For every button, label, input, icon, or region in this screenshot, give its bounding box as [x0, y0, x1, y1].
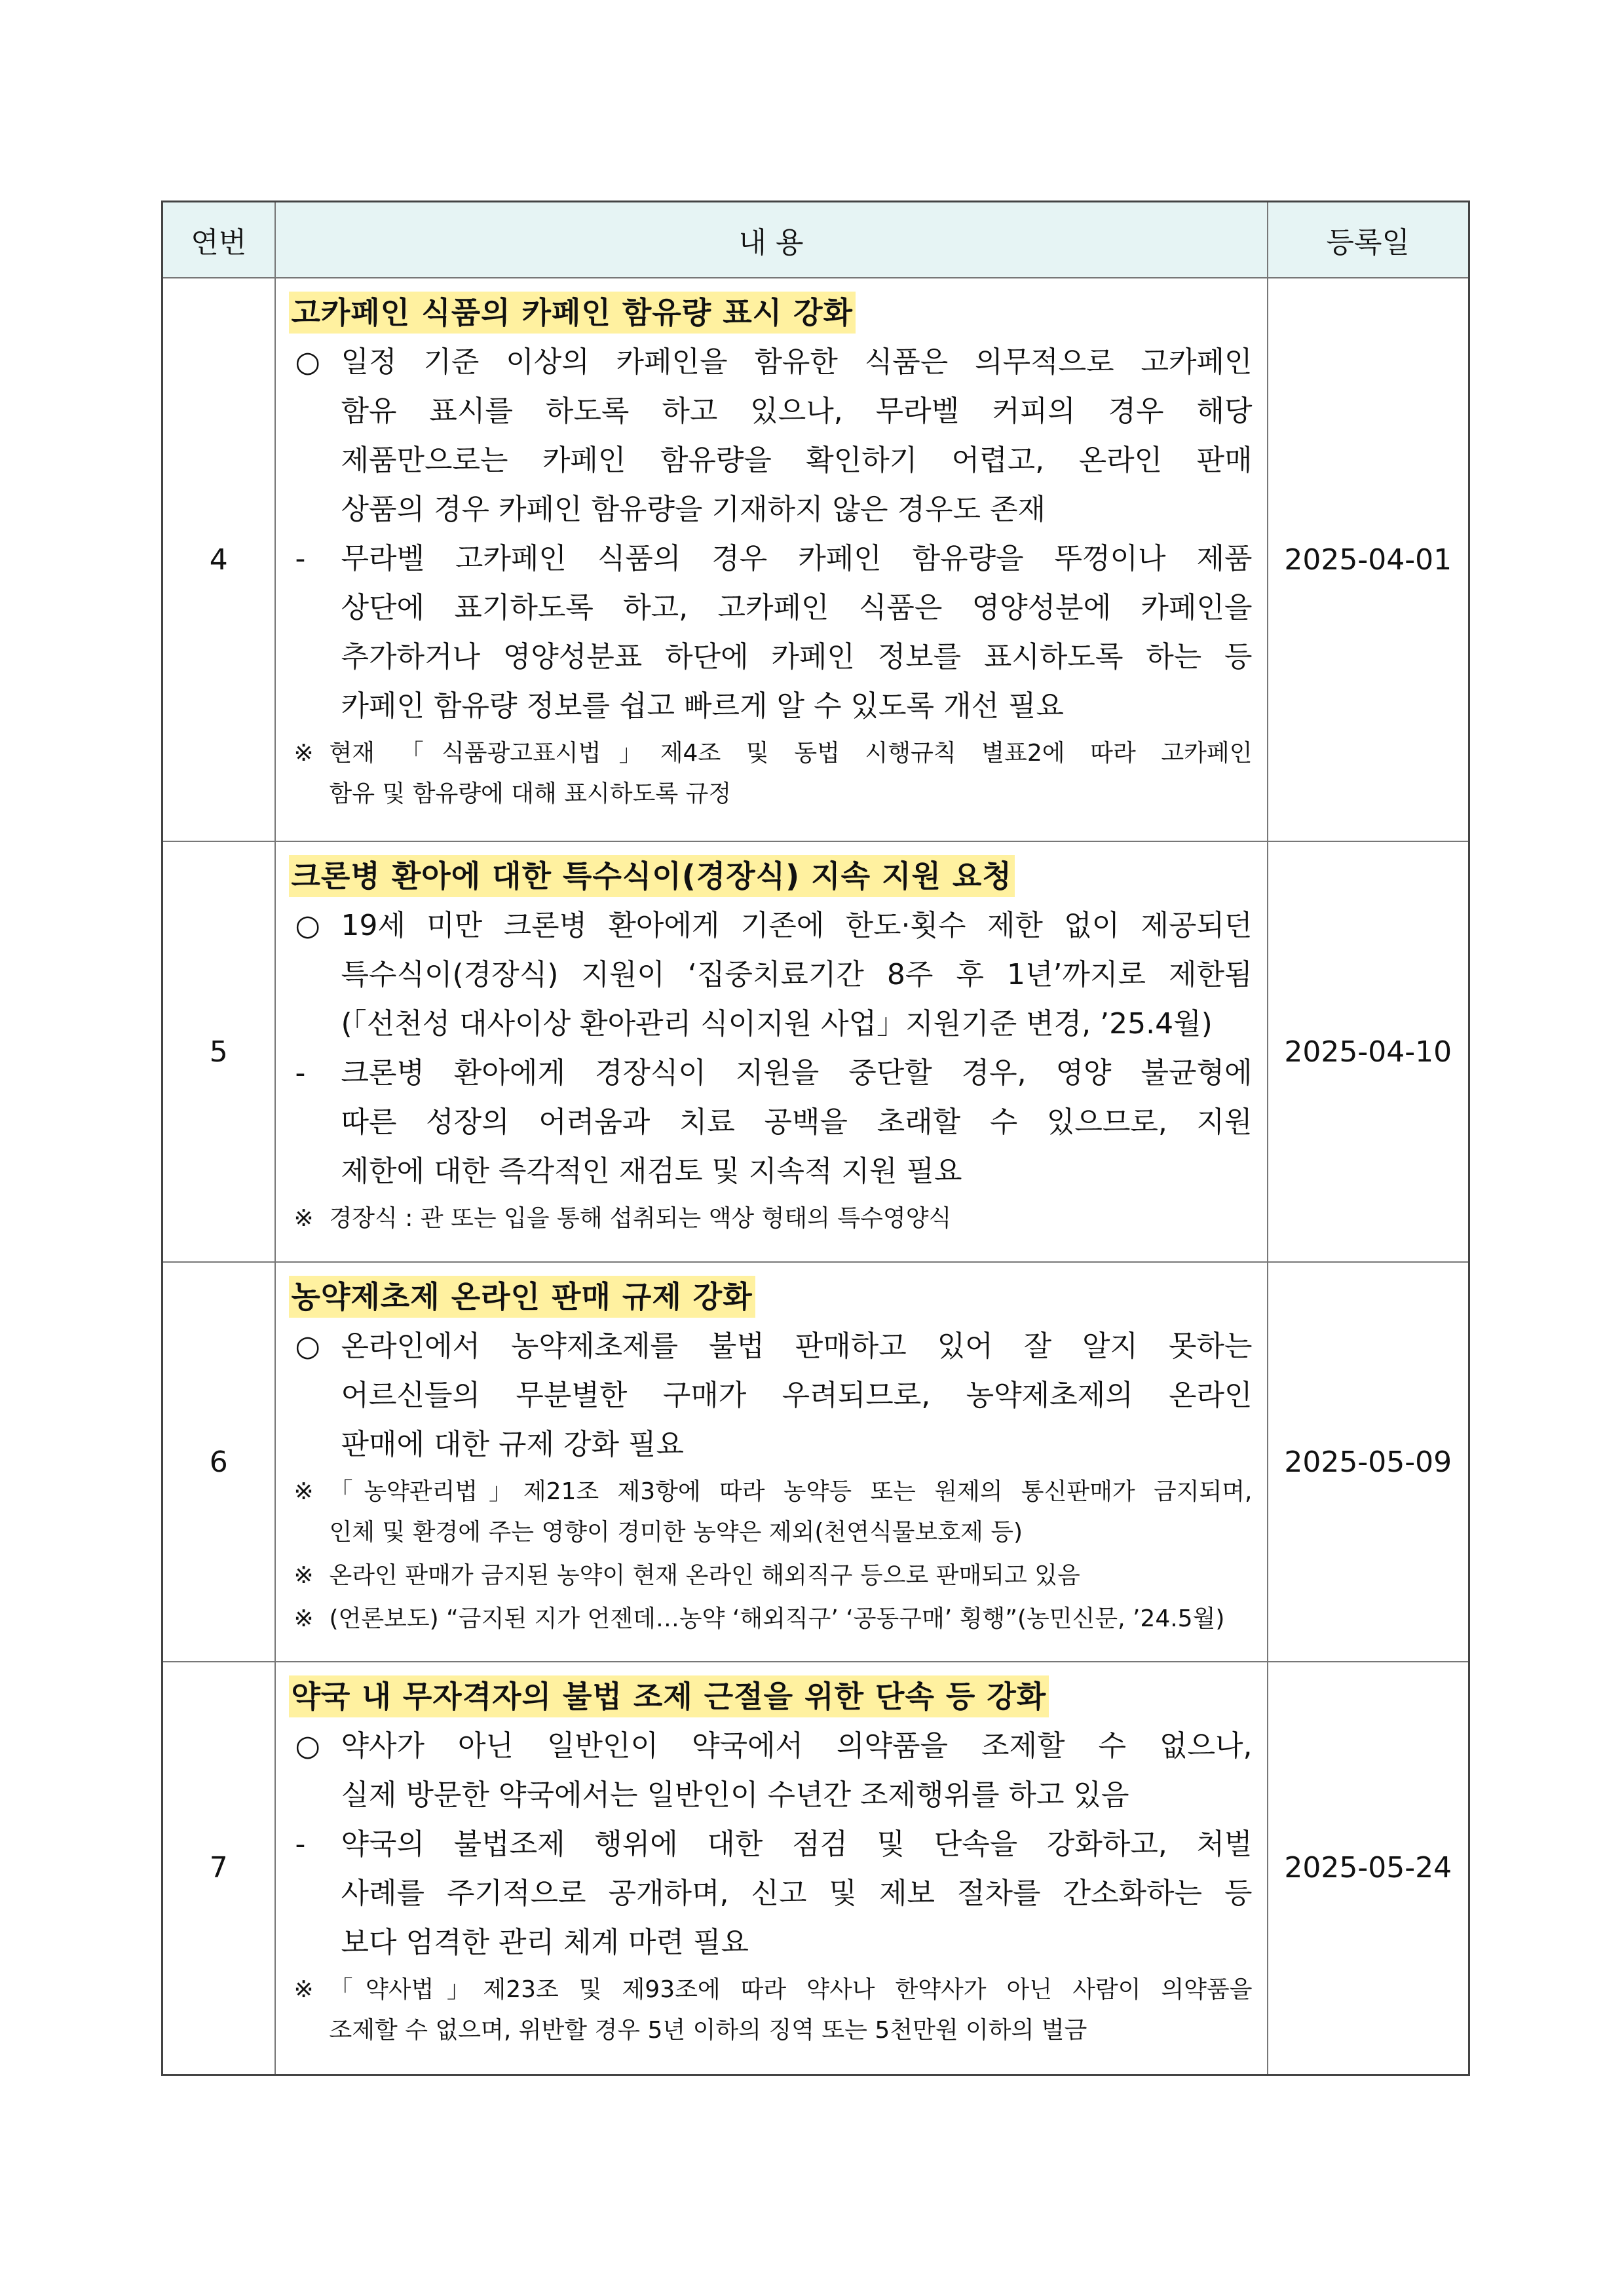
text-line: 사례를 주기적으로 공개하며, 신고 및 제보 절차를 간소화하는 등 [341, 1877, 1253, 1910]
text-line: 경장식 : 관 또는 입을 통해 섭취되는 액상 형태의 특수영양식 [329, 1205, 952, 1232]
text-line: 판매에 대한 규제 강화 필요 [341, 1428, 684, 1461]
text-line: 약사가 아닌 일반인이 약국에서 의약품을 조제할 수 없으나, [341, 1729, 1253, 1763]
text-line: 「농약관리법」제21조 제3항에 따라 농약등 또는 원제의 통신판매가 금지되며, [329, 1478, 1253, 1505]
text-line: 상품의 경우 카페인 함유량을 기재하지 않은 경우도 존재 [341, 493, 1046, 526]
text-line: (「선천성 대사이상 환아관리 식이지원 사업」지원기준 변경, ’25.4월) [341, 1007, 1213, 1041]
paragraph [289, 337, 1253, 534]
row-content [275, 278, 1268, 841]
note [289, 1599, 1253, 1639]
table-row [162, 841, 1469, 1262]
text-line: 제한에 대한 즉각적인 재검토 및 지속적 지원 필요 [341, 1155, 962, 1188]
table-row [162, 1662, 1469, 2075]
row-title: 농약제초제 온라인 판매 규제 강화 [289, 1276, 755, 1318]
row-number: 4 [162, 278, 275, 841]
row-title: 고카페인 식품의 카페인 함유량 표시 강화 [289, 292, 856, 334]
circle-bullet: ○ [295, 1729, 320, 1763]
text-line: (언론보도) “금지된 지가 언젠데…농약 ‘해외직구’ ‘공동구매’ 횡행”(농민신문, ’24.5월) [329, 1605, 1225, 1632]
circle-bullet: ○ [295, 1330, 320, 1363]
dash-bullet: - [295, 542, 306, 575]
text-line: 온라인 판매가 금지된 농약이 현재 온라인 해외직구 등으로 판매되고 있음 [329, 1562, 1080, 1589]
row-date: 2025-04-01 [1268, 278, 1469, 841]
header-no: 연번 [162, 202, 275, 278]
paragraph [289, 1048, 1253, 1196]
text-line: 크론병 환아에게 경장식이 지원을 중단할 경우, 영양 불균형에 [341, 1056, 1253, 1090]
text-line: 제품만으로는 카페인 함유량을 확인하기 어렵고, 온라인 판매 [341, 444, 1253, 477]
text-line: 19세 미만 크론병 환아에게 기존에 한도·횟수 제한 없이 제공되던 [341, 909, 1253, 942]
row-number: 6 [162, 1262, 275, 1662]
dash-bullet: - [295, 1056, 306, 1090]
header-content: 내 용 [275, 202, 1268, 278]
row-date: 2025-05-24 [1268, 1662, 1469, 2075]
row-number: 7 [162, 1662, 275, 2075]
paragraph [289, 1322, 1253, 1469]
text-line: 조제할 수 없으며, 위반할 경우 5년 이하의 징역 또는 5천만원 이하의 벌금 [329, 2017, 1087, 2044]
circle-bullet: ○ [295, 345, 320, 379]
row-content [275, 1662, 1268, 2075]
row-title: 크론병 환아에 대한 특수식이(경장식) 지속 지원 요청 [289, 855, 1015, 897]
text-line: 카페인 함유량 정보를 쉽고 빠르게 알 수 있도록 개선 필요 [341, 689, 1064, 723]
row-date: 2025-05-09 [1268, 1262, 1469, 1662]
petition-table [161, 201, 1470, 2076]
text-line: 어르신들의 무분별한 구매가 우려되므로, 농약제초제의 온라인 [341, 1379, 1253, 1412]
note-mark: ※ [293, 1205, 314, 1232]
note-mark: ※ [293, 1976, 314, 2003]
row-content [275, 841, 1268, 1262]
text-line: 약국의 불법조제 행위에 대한 점검 및 단속을 강화하고, 처벌 [341, 1827, 1253, 1861]
table-header [162, 202, 1469, 278]
paragraph [289, 901, 1253, 1048]
row-date: 2025-04-10 [1268, 841, 1469, 1262]
paragraph [289, 1721, 1253, 1820]
note [289, 1198, 1253, 1239]
note [289, 733, 1253, 814]
paragraph [289, 534, 1253, 731]
text-line: 일정 기준 이상의 카페인을 함유한 식품은 의무적으로 고카페인 [341, 345, 1253, 379]
note-mark: ※ [293, 1605, 314, 1632]
text-line: 함유 및 함유량에 대해 표시하도록 규정 [329, 780, 732, 807]
dash-bullet: - [295, 1827, 306, 1861]
note [289, 1970, 1253, 2051]
text-line: 특수식이(경장식) 지원이 ‘집중치료기간 8주 후 1년’까지로 제한됨 [341, 958, 1253, 991]
note [289, 1472, 1253, 1553]
row-number: 5 [162, 841, 275, 1262]
circle-bullet: ○ [295, 909, 320, 942]
text-line: 함유 표시를 하도록 하고 있으나, 무라벨 커피의 경우 해당 [341, 394, 1253, 428]
text-line: 인체 및 환경에 주는 영향이 경미한 농약은 제외(천연식물보호제 등) [329, 1519, 1023, 1546]
note-mark: ※ [293, 1562, 314, 1589]
row-content [275, 1262, 1268, 1662]
note [289, 1556, 1253, 1596]
table-row [162, 1262, 1469, 1662]
paragraph [289, 1820, 1253, 1967]
note-mark: ※ [293, 740, 314, 767]
text-line: 보다 엄격한 관리 체계 마련 필요 [341, 1926, 749, 1959]
table-row [162, 278, 1469, 841]
header-date: 등록일 [1268, 202, 1469, 278]
text-line: 「약사법」제23조 및 제93조에 따라 약사나 한약사가 아닌 사람이 의약품을 [329, 1976, 1253, 2003]
text-line: 온라인에서 농약제초제를 불법 판매하고 있어 잘 알지 못하는 [341, 1330, 1253, 1363]
row-title: 약국 내 무자격자의 불법 조제 근절을 위한 단속 등 강화 [289, 1675, 1049, 1717]
text-line: 추가하거나 영양성분표 하단에 카페인 정보를 표시하도록 하는 등 [341, 640, 1253, 674]
text-line: 따른 성장의 어려움과 치료 공백을 초래할 수 있으므로, 지원 [341, 1105, 1253, 1139]
text-line: 무라벨 고카페인 식품의 경우 카페인 함유량을 뚜껑이나 제품 [341, 542, 1253, 575]
note-mark: ※ [293, 1478, 314, 1505]
text-line: 상단에 표기하도록 하고, 고카페인 식품은 영양성분에 카페인을 [341, 591, 1253, 624]
text-line: 현재 「식품광고표시법」제4조 및 동법 시행규칙 별표2에 따라 고카페인 [329, 740, 1253, 767]
text-line: 실제 방문한 약국에서는 일반인이 수년간 조제행위를 하고 있음 [341, 1778, 1129, 1812]
